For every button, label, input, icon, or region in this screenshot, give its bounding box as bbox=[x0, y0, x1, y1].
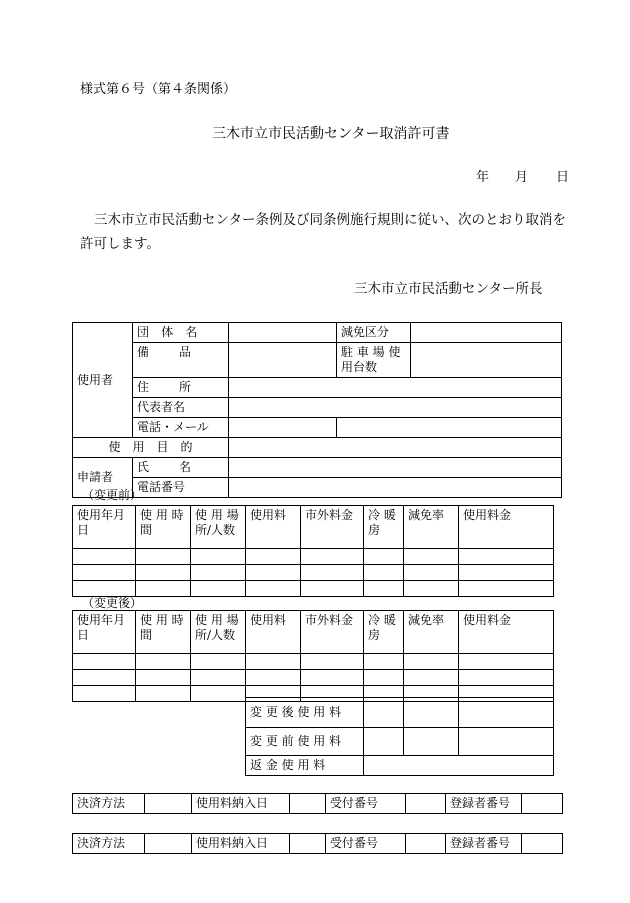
phone-field[interactable] bbox=[229, 418, 337, 438]
table-cell[interactable] bbox=[191, 565, 246, 581]
table-cell[interactable] bbox=[191, 549, 246, 565]
parking-label-2: 用台数 bbox=[341, 360, 378, 374]
payment-date-label: 使用料納入日 bbox=[192, 834, 290, 854]
exemption-category-label: 減免区分 bbox=[337, 323, 411, 343]
table-cell[interactable] bbox=[246, 565, 301, 581]
table-cell[interactable] bbox=[191, 670, 246, 686]
receipt-number-field[interactable] bbox=[406, 834, 446, 854]
date-year-label: 年 bbox=[476, 170, 490, 185]
table-cell[interactable] bbox=[73, 670, 136, 686]
header-usage-fee: 使用料 bbox=[246, 611, 301, 654]
before-fee-cell[interactable] bbox=[364, 728, 404, 756]
equipment-label bbox=[133, 343, 229, 378]
table-cell[interactable] bbox=[136, 549, 191, 565]
table-cell[interactable] bbox=[404, 581, 459, 597]
equipment-label-2: 品 bbox=[179, 345, 192, 359]
table-cell[interactable] bbox=[73, 565, 136, 581]
registrant-number-field[interactable] bbox=[522, 794, 563, 814]
after-fee-label: 変 更 後 使 用 料 bbox=[246, 698, 364, 728]
table-cell[interactable] bbox=[191, 686, 246, 702]
table-cell[interactable] bbox=[246, 581, 301, 597]
after-fee-cell[interactable] bbox=[364, 698, 404, 728]
address-label-2: 所 bbox=[179, 380, 192, 394]
table-cell[interactable] bbox=[191, 581, 246, 597]
address-field[interactable] bbox=[229, 378, 562, 398]
header-air-conditioning: 冷 暖 房 bbox=[364, 506, 404, 549]
fee-summary-table bbox=[245, 697, 554, 776]
header-usage-time: 使 用 時 間 bbox=[136, 611, 191, 654]
header-usage-time: 使 用 時 間 bbox=[136, 506, 191, 549]
table-cell[interactable] bbox=[136, 670, 191, 686]
payment-method-field[interactable] bbox=[145, 834, 192, 854]
before-change-label: （変更前） bbox=[82, 488, 143, 502]
phone-number-field[interactable] bbox=[229, 478, 562, 498]
receipt-number-label: 受付番号 bbox=[326, 834, 406, 854]
table-cell[interactable] bbox=[301, 565, 364, 581]
payment-row-2 bbox=[72, 833, 563, 854]
table-cell[interactable] bbox=[136, 686, 191, 702]
table-cell[interactable] bbox=[364, 565, 404, 581]
user-label: 使用者 bbox=[73, 323, 133, 438]
applicant-table bbox=[72, 322, 562, 498]
refund-fee-field[interactable] bbox=[364, 756, 554, 776]
table-cell[interactable] bbox=[459, 654, 554, 670]
table-cell[interactable] bbox=[73, 549, 136, 565]
document-title: 三木市立市民活動センター取消許可書 bbox=[212, 126, 450, 142]
registrant-number-label: 登録者番号 bbox=[446, 834, 522, 854]
payment-date-field[interactable] bbox=[290, 834, 326, 854]
parking-label-1: 駐 車 場 使 bbox=[341, 345, 401, 359]
header-outside-fee: 市外料金 bbox=[301, 506, 364, 549]
payment-method-label: 決済方法 bbox=[73, 834, 145, 854]
table-cell[interactable] bbox=[301, 654, 364, 670]
after-fee-cell[interactable] bbox=[404, 698, 459, 728]
table-cell[interactable] bbox=[459, 565, 554, 581]
after-change-label: （変更後） bbox=[82, 596, 143, 610]
header-usage-fee: 使用料 bbox=[246, 506, 301, 549]
receipt-number-label: 受付番号 bbox=[326, 794, 406, 814]
table-cell[interactable] bbox=[73, 581, 136, 597]
name-field[interactable] bbox=[229, 458, 562, 478]
mail-field[interactable] bbox=[337, 418, 562, 438]
equipment-field[interactable] bbox=[229, 343, 337, 378]
receipt-number-field[interactable] bbox=[406, 794, 446, 814]
table-cell[interactable] bbox=[246, 654, 301, 670]
table-cell[interactable] bbox=[404, 549, 459, 565]
applicant-label: 申請者 bbox=[73, 458, 133, 498]
representative-field[interactable] bbox=[229, 398, 562, 418]
table-cell[interactable] bbox=[136, 581, 191, 597]
header-outside-fee: 市外料金 bbox=[301, 611, 364, 654]
table-row bbox=[73, 670, 554, 686]
refund-fee-label: 返 金 使 用 料 bbox=[246, 756, 364, 776]
table-cell[interactable] bbox=[404, 654, 459, 670]
date-month-label: 月 bbox=[515, 170, 529, 185]
phone-mail-label: 電話・メール bbox=[133, 418, 229, 438]
table-cell[interactable] bbox=[404, 670, 459, 686]
header-usage-place: 使 用 場 所/人数 bbox=[191, 611, 246, 654]
representative-label: 代表者名 bbox=[133, 398, 229, 418]
address-label-1: 住 bbox=[137, 380, 150, 394]
after-fee-cell[interactable] bbox=[459, 698, 554, 728]
table-cell[interactable] bbox=[73, 654, 136, 670]
table-cell[interactable] bbox=[191, 654, 246, 670]
purpose-label: 使 用 目 的 bbox=[73, 438, 229, 458]
phone-number-label: 電話番号 bbox=[133, 478, 229, 498]
table-cell[interactable] bbox=[459, 581, 554, 597]
parking-label bbox=[337, 343, 411, 378]
purpose-field[interactable] bbox=[229, 438, 562, 458]
issuer-name: 三木市立市民活動センター所長 bbox=[354, 281, 543, 297]
table-cell[interactable] bbox=[364, 654, 404, 670]
table-cell[interactable] bbox=[246, 549, 301, 565]
table-cell[interactable] bbox=[246, 670, 301, 686]
date-day-label: 日 bbox=[556, 170, 570, 185]
header-total-fee: 使用料金 bbox=[459, 506, 554, 549]
table-row bbox=[73, 654, 554, 670]
before-fee-cell[interactable] bbox=[459, 728, 554, 756]
payment-row-1 bbox=[72, 793, 563, 814]
table-cell[interactable] bbox=[73, 686, 136, 702]
header-air-conditioning: 冷 暖 房 bbox=[364, 611, 404, 654]
table-cell[interactable] bbox=[364, 549, 404, 565]
payment-method-label: 決済方法 bbox=[73, 794, 145, 814]
table-cell[interactable] bbox=[301, 670, 364, 686]
payment-method-field[interactable] bbox=[145, 794, 192, 814]
table-row bbox=[73, 581, 554, 597]
registrant-number-label: 登録者番号 bbox=[446, 794, 522, 814]
before-fee-label: 変 更 前 使 用 料 bbox=[246, 728, 364, 756]
table-cell[interactable] bbox=[301, 581, 364, 597]
usage-table-after bbox=[72, 610, 554, 702]
table-cell[interactable] bbox=[364, 670, 404, 686]
usage-table-before bbox=[72, 505, 554, 597]
address-label bbox=[133, 378, 229, 398]
header-usage-date: 使用年月日 bbox=[73, 506, 136, 549]
registrant-number-field[interactable] bbox=[522, 834, 563, 854]
equipment-label-1: 備 bbox=[137, 345, 150, 359]
table-cell[interactable] bbox=[459, 549, 554, 565]
body-text-line-2: 許可します。 bbox=[80, 236, 160, 252]
name-label-2: 名 bbox=[179, 460, 192, 474]
before-fee-cell[interactable] bbox=[404, 728, 459, 756]
header-exemption-rate: 減免率 bbox=[404, 611, 459, 654]
table-cell[interactable] bbox=[136, 654, 191, 670]
name-label bbox=[133, 458, 229, 478]
header-exemption-rate: 減免率 bbox=[404, 506, 459, 549]
table-row bbox=[73, 565, 554, 581]
table-cell[interactable] bbox=[136, 565, 191, 581]
header-total-fee: 使用料金 bbox=[459, 611, 554, 654]
header-usage-place: 使 用 場 所/人数 bbox=[191, 506, 246, 549]
group-name-text: 団 体 名 bbox=[137, 325, 202, 339]
name-label-1: 氏 bbox=[137, 460, 150, 474]
table-cell[interactable] bbox=[459, 670, 554, 686]
parking-field[interactable] bbox=[411, 343, 562, 378]
table-row bbox=[73, 549, 554, 565]
payment-date-field[interactable] bbox=[290, 794, 326, 814]
table-cell[interactable] bbox=[301, 549, 364, 565]
table-cell[interactable] bbox=[404, 565, 459, 581]
exemption-category-field[interactable] bbox=[411, 323, 562, 343]
group-name-field[interactable] bbox=[229, 323, 337, 343]
payment-date-label: 使用料納入日 bbox=[192, 794, 290, 814]
header-usage-date: 使用年月日 bbox=[73, 611, 136, 654]
table-cell[interactable] bbox=[364, 581, 404, 597]
group-name-label bbox=[133, 323, 229, 343]
form-number: 様式第６号（第４条関係） bbox=[80, 82, 237, 97]
body-text-line-1: 三木市立市民活動センター条例及び同条例施行規則に従い、次のとおり取消を bbox=[94, 212, 566, 228]
